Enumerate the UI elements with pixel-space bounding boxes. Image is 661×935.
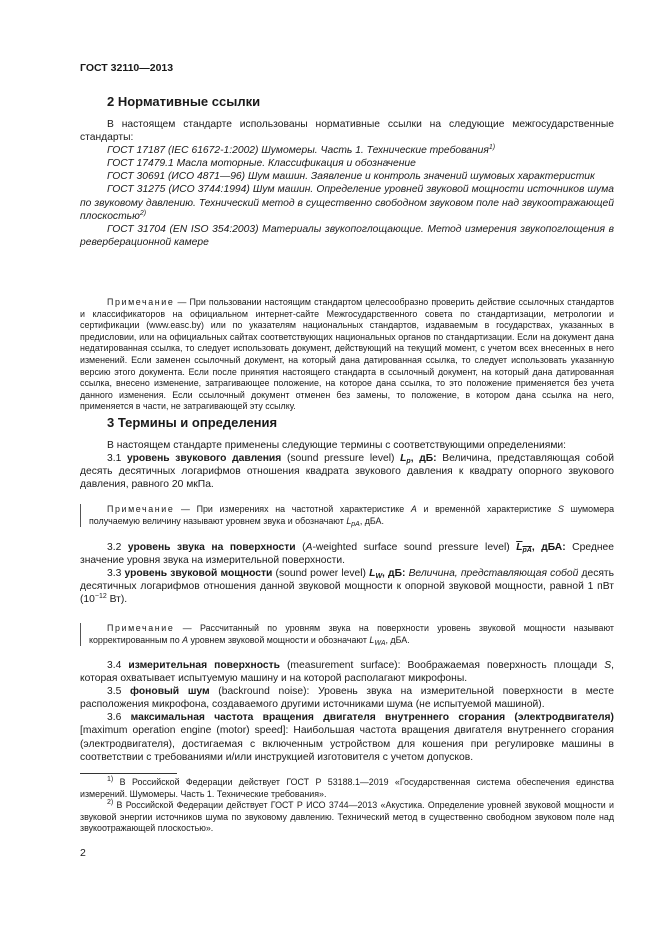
note-3-1: Примечание — При измерениях на частотной характеристике A и временнóй характеристике S шумомера получаемую величину называют уровнем звука и обозначают $L_{pA}$, дБА. — [80, 504, 614, 527]
document-code-header: ГОСТ 32110—2013 — [80, 62, 174, 74]
section-3-body-c — [80, 659, 614, 764]
term-3-4: 3.4 измерительная поверхность (measurement surface): Воображаемая поверхность площади S, которая охватывает испытуемую машину и на которой располагают микрофоны. — [80, 660, 614, 685]
section-2-note: Примечание — При пользовании настоящим стандартом целесообразно проверить действие ссылочных стандартов и классификаторов на официальном интернет-сайте Межгосударственного совета по стандартизации, метрологии и сертификации (www.easc.by) или по указателям национальных стандартов, издаваемым в государствах, указанных в предисловии, или на официальных сайтах соответствующих национальных органов по стандартизации. Если на документ дана недатированная ссылка, то следует использовать документ, действующий на текущий момент, с учетом всех внесенных в него изменений. Если заменен ссылочный документ, на который дана датированная ссылка, то следует использовать указанную версию этого документа. Если после принятия настоящего стандарта в ссылочный документ, на который дана датированная ссылка, внесено изменение, затрагивающее положение, на которое дана ссылка, то это положение применяется без учета данного изменения. Если ссылочный документ отменен без замены, то положение, в котором дана ссылка на него, применяется в части, не затрагивающей эту ссылку. — [80, 297, 614, 412]
section-3-body-a — [80, 439, 614, 491]
section-2-heading: 2 Нормативные ссылки — [107, 94, 261, 109]
section-2-intro: В настоящем стандарте использованы нормативные ссылки на следующие межгосударственные стандарты: — [80, 119, 614, 144]
note-text: При пользовании настоящим стандартом целесообразно проверить действие ссылочных стандартов и классификаторов на официальном интернет-сайте Межгосударственного совета по стандартизации, метрологии и сертификации (www.easc.by) или по указателям национальных стандартов, издаваемым в государствах, указанных в предисловии, или на официальных сайтах соответствующих национальных органов по стандартизации. Если на документ дана недатированная ссылка, то следует использовать документ, действующий на текущий момент, с учетом всех внесенных в него изменений. Если заменен ссылочный документ, на который дана датированная ссылка, то следует использовать указанную версию этого документа. Если после принятия настоящего стандарта в ссылочный документ, на который дана датированная ссылка, внесено изменение, затрагивающее положение, на которое дана ссылка, то это положение применяется без учета данного изменения. Если ссылочный документ отменен без замены, то положение, в котором дана ссылка на него, применяется в части, не затрагивающей эту ссылку. — [80, 297, 614, 412]
page-number: 2 — [80, 847, 86, 859]
reference-item: ГОСТ 31275 (ИСО 3744:1994) Шум машин. Определение уровней звуковой мощности источников шума по звуковому давлению. Технический метод в существенно свободном звуковом поле над звукоотражающей плоскостью$^{2)}$ — [80, 184, 614, 222]
footnotes — [80, 777, 614, 835]
term-3-6: 3.6 максимальная частота вращения двигателя внутреннего сгорания (электродвигателя) [maximum operation engine (motor) speed]: Наибольшая частота вращения двигателя внутреннего сгорания (электродвигателя), достигаемая с включенным устройством для кошения при регулировке машины в соответствии с требованиями и/или инструкцией изготовителя с учетом допусков. — [80, 712, 614, 763]
reference-item: ГОСТ 17187 (IEC 61672-1:2002) Шумомеры. Часть 1. Технические требования$^{1)}$ — [107, 144, 496, 157]
term-3-2: 3.2 уровень звука на поверхности (A-weighted surface sound pressure level) $L_{pA}$, дБА: Среднее значение уровня звука на измерительной поверхности. — [80, 542, 614, 567]
footnote-1: $^{1)}$ В Российской Федерации действует ГОСТ Р 53188.1—2019 «Государственная система обеспечения единства измерений. Шумомеры. Часть 1. Технические требования». — [80, 776, 614, 799]
section-3-body-b — [80, 541, 614, 606]
note-label: Примечание — [107, 297, 175, 307]
term-3-1: 3.1 уровень звукового давления (sound pressure level) $L_p$, дБ: Величина, представляющая собой десять десятичных логарифмов отношения квадрата звукового давления к квадрату опорного звукового давления, равного 20 мкПа. — [80, 453, 614, 491]
reference-item: ГОСТ 31704 (EN ISO 354:2003) Материалы звукопоглощающие. Метод измерения звукопоглощения в реверберационной камере — [80, 223, 614, 248]
section-3-intro: В настоящем стандарте применены следующие термины с соответствующими определениями: — [107, 440, 567, 451]
section-3-heading: 3 Термины и определения — [107, 415, 278, 430]
reference-item: ГОСТ 17479.1 Масла моторные. Классификация и обозначение — [107, 158, 416, 170]
footnote-2: $^{2)}$ В Российской Федерации действует ГОСТ Р ИСО 3744—2013 «Акустика. Определение уровней звуковой мощности и звуковой энергии источников шума по звуковому давлению. Технический метод в существенно свободном звуковом поле над звукоотражающей плоскостью». — [80, 799, 614, 834]
footnote-separator — [80, 773, 177, 774]
section-2-body — [80, 118, 614, 249]
reference-item: ГОСТ 30691 (ИСО 4871—96) Шум машин. Заявление и контроль значений шумовых характеристик — [107, 171, 595, 183]
term-3-3: 3.3 уровень звуковой мощности (sound power level) $L_W$, дБ: Величина, представляющая собой десять десятичных логарифмов отношения данной звуковой мощности к опорной звуковой мощности, равной 1 пВт ($10^{-12}$ Вт). — [80, 568, 614, 606]
term-3-5: 3.5 фоновый шум (backround noise): Уровень звука на измерительной поверхности в месте расположения микрофона, создаваемого другими источниками шума (не испытуемой машиной). — [80, 686, 615, 711]
note-3-3: Примечание — Рассчитанный по уровням звука на поверхности уровень звуковой мощности называют корректированным по A уровнем звуковой мощности и обозначают $L_{WA}$, дБА. — [80, 623, 614, 646]
